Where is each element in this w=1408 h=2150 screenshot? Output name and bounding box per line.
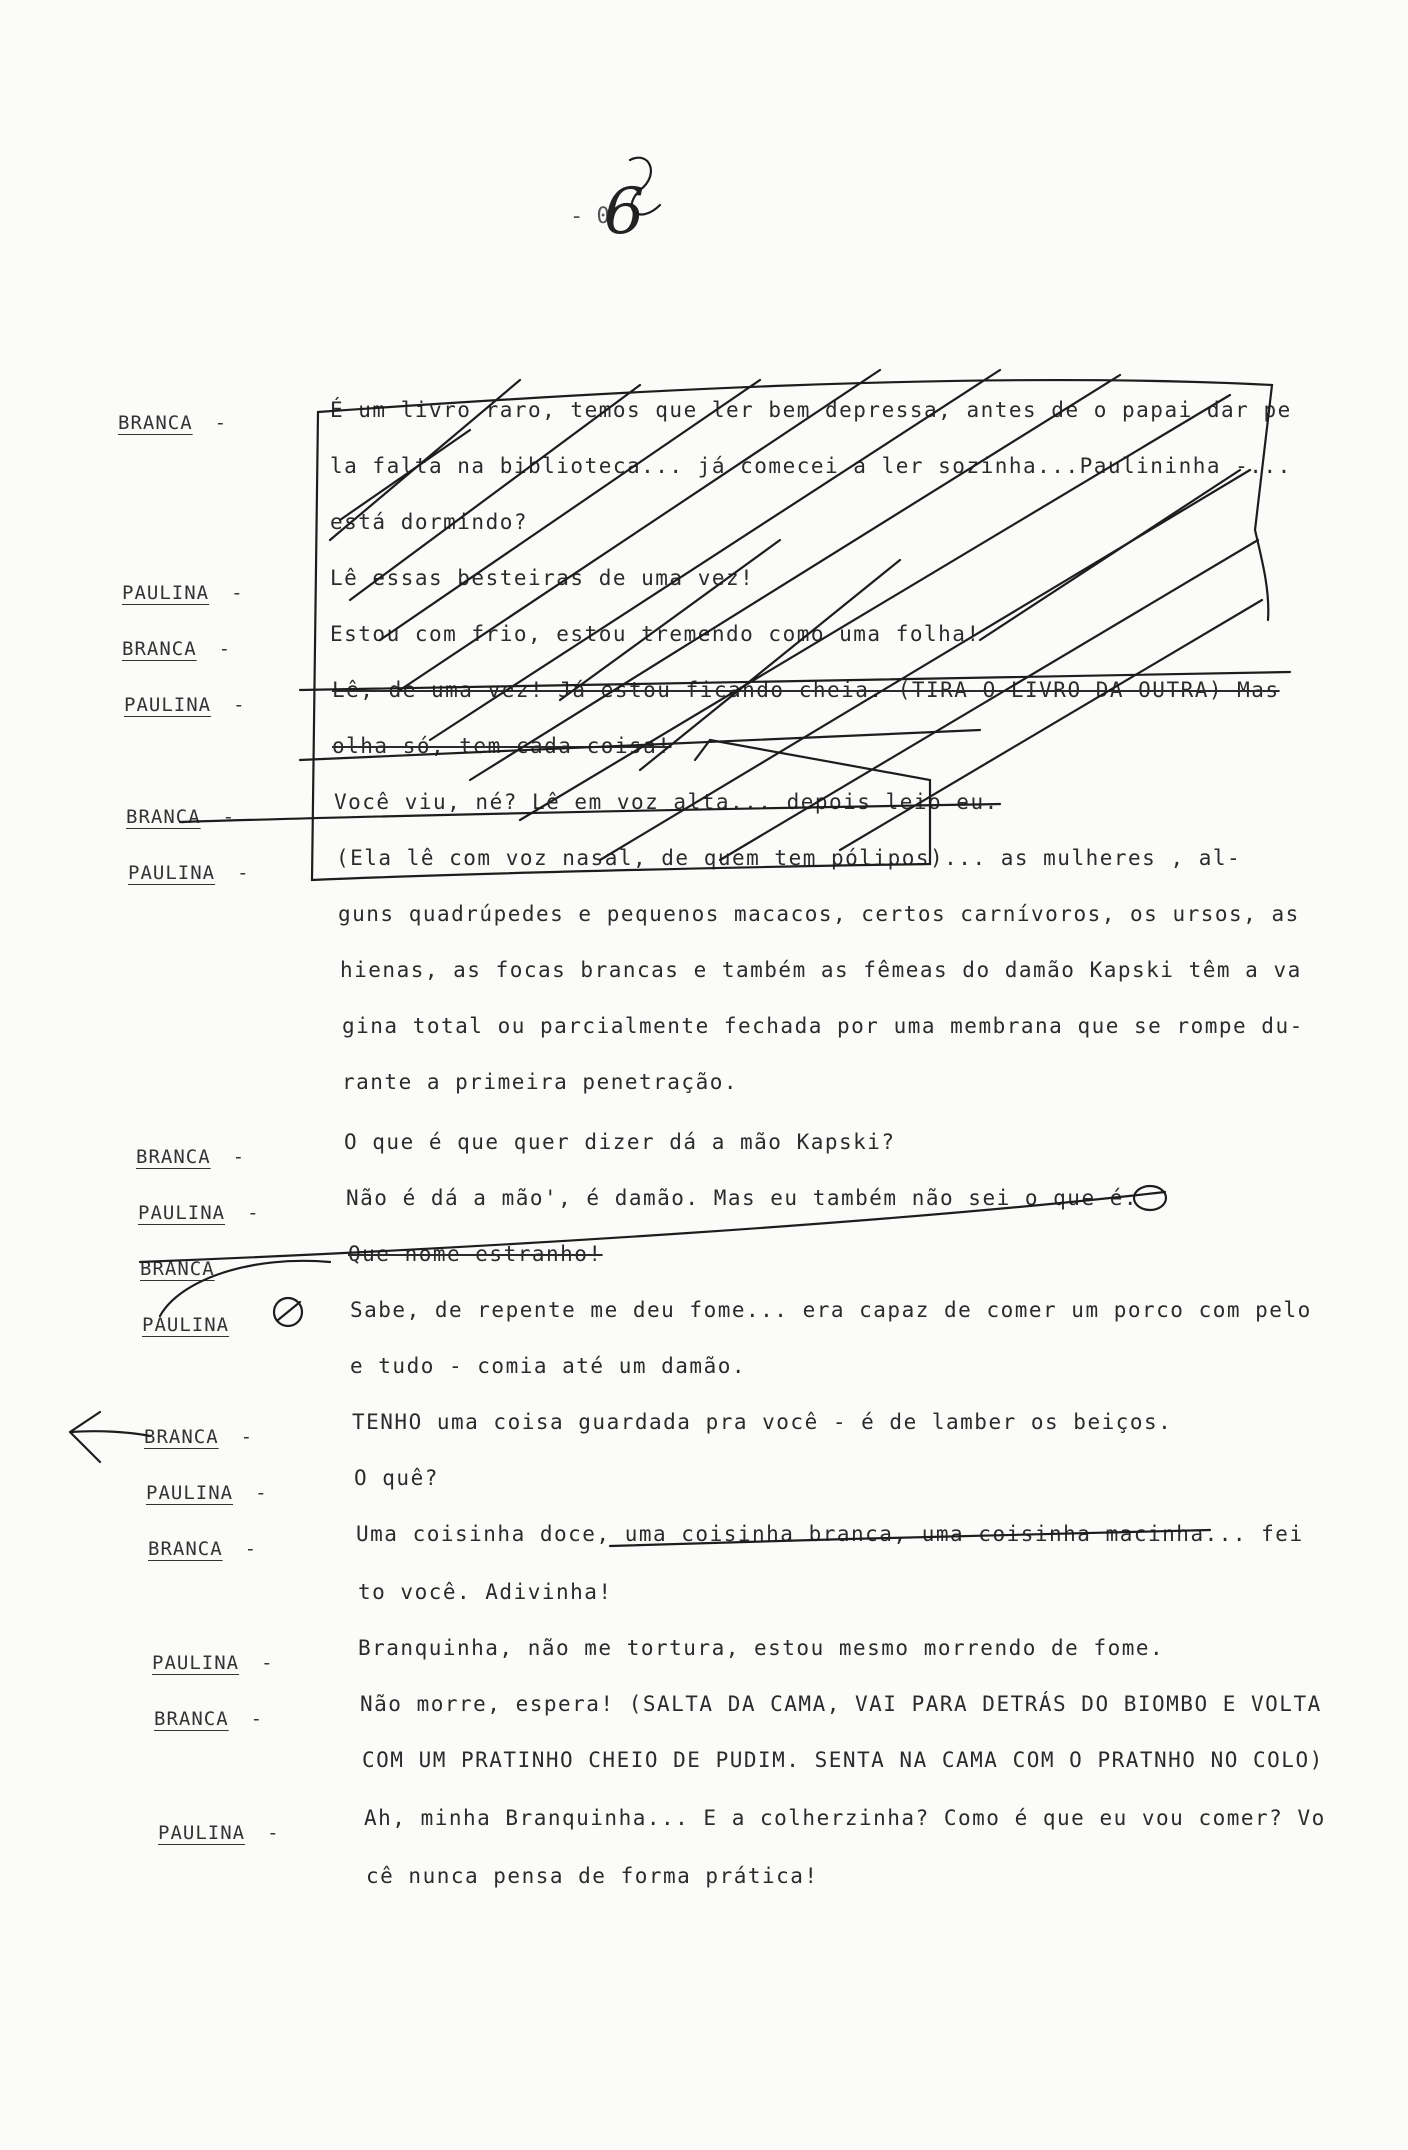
speaker-label: BRANCA - (148, 1538, 258, 1560)
speech-line: TENHO uma coisa guardada pra você - é de lamber os beiços. (352, 1410, 1173, 1434)
speech-line: cê nunca pensa de forma prática! (366, 1864, 819, 1888)
speech-line: está dormindo? (330, 510, 529, 534)
speaker-label: PAULINA - (122, 582, 244, 604)
speaker-label: BRANCA - (122, 638, 232, 660)
speaker-label: PAULINA - (128, 862, 250, 884)
scribble-strokes (330, 370, 1262, 860)
handwritten-page-number: 6 (603, 175, 645, 249)
speaker-label: BRANCA - (126, 806, 236, 828)
scribble-strokes (340, 430, 1240, 770)
speaker-label: PAULINA - (152, 1652, 274, 1674)
speech-line: Você viu, né? Lê em voz alta... depois leio eu. (334, 790, 999, 814)
speaker-label: BRANCA - (154, 1708, 264, 1730)
speaker-label: PAULINA (142, 1314, 230, 1336)
speech-line: to você. Adivinha! (358, 1580, 613, 1604)
speech-line: Que nome estranho! (348, 1242, 603, 1266)
speech-line: (Ela lê com voz nasal, de quem tem pólipos)... as mulheres , al- (336, 846, 1242, 870)
speech-line: gina total ou parcialmente fechada por uma membrana que se rompe du- (342, 1014, 1304, 1038)
speech-line: Branquinha, não me tortura, estou mesmo morrendo de fome. (358, 1636, 1165, 1660)
speech-line: olha só, tem cada coisa! (332, 734, 672, 758)
speaker-label: BRANCA - (118, 412, 228, 434)
speech-line: la falta na biblioteca... já comecei a ler sozinha...Paulininha -... (330, 454, 1292, 478)
speech-line: e tudo - comia até um damão. (350, 1354, 747, 1378)
speaker-label: PAULINA - (146, 1482, 268, 1504)
speech-line: hienas, as focas brancas e também as fêmeas do damão Kapski têm a va (340, 958, 1302, 982)
speech-line: Estou com frio, estou tremendo como uma folha! (330, 622, 981, 646)
arrow-mark (70, 1412, 150, 1462)
speech-line: O que é que quer dizer dá a mão Kapski? (344, 1130, 896, 1154)
speech-line: guns quadrúpedes e pequenos macacos, certos carnívoros, os ursos, as (338, 902, 1300, 926)
speech-line: Lê essas besteiras de uma vez! (330, 566, 755, 590)
speech-line: COM UM PRATINHO CHEIO DE PUDIM. SENTA NA CAMA COM O PRATNHO NO COLO) (362, 1748, 1324, 1772)
speaker-label: BRANCA - (136, 1146, 246, 1168)
circle-mark (274, 1298, 302, 1326)
speech-line: Uma coisinha doce, uma coisinha branca, uma coisinha macinha... fei (356, 1522, 1304, 1546)
circle-mark (1134, 1186, 1166, 1210)
speaker-label: BRANCA (140, 1258, 215, 1280)
speaker-label: BRANCA - (144, 1426, 254, 1448)
speech-line: É um livro raro, temos que ler bem depressa, antes de o papai dar pe (330, 398, 1292, 422)
speech-line: Não é dá a mão', é damão. Mas eu também não sei o que é. (346, 1186, 1139, 1210)
speech-line: rante a primeira penetração. (342, 1070, 739, 1094)
speech-line: Lê, de uma vez! Já estou ficando cheia. (TIRA O LIVRO DA OUTRA) Mas (332, 678, 1280, 702)
speech-line: Sabe, de repente me deu fome... era capaz de comer um porco com pelo (350, 1298, 1312, 1322)
speaker-label: PAULINA - (138, 1202, 260, 1224)
speech-line: Não morre, espera! (SALTA DA CAMA, VAI PARA DETRÁS DO BIOMBO E VOLTA (360, 1692, 1322, 1716)
speech-line: O quê? (354, 1466, 439, 1490)
speech-line: Ah, minha Branquinha... E a colherzinha? Como é que eu vou comer? Vo (364, 1806, 1326, 1830)
speaker-label: PAULINA - (158, 1822, 280, 1844)
speaker-label: PAULINA - (124, 694, 246, 716)
page-number: - 06 (570, 175, 645, 249)
